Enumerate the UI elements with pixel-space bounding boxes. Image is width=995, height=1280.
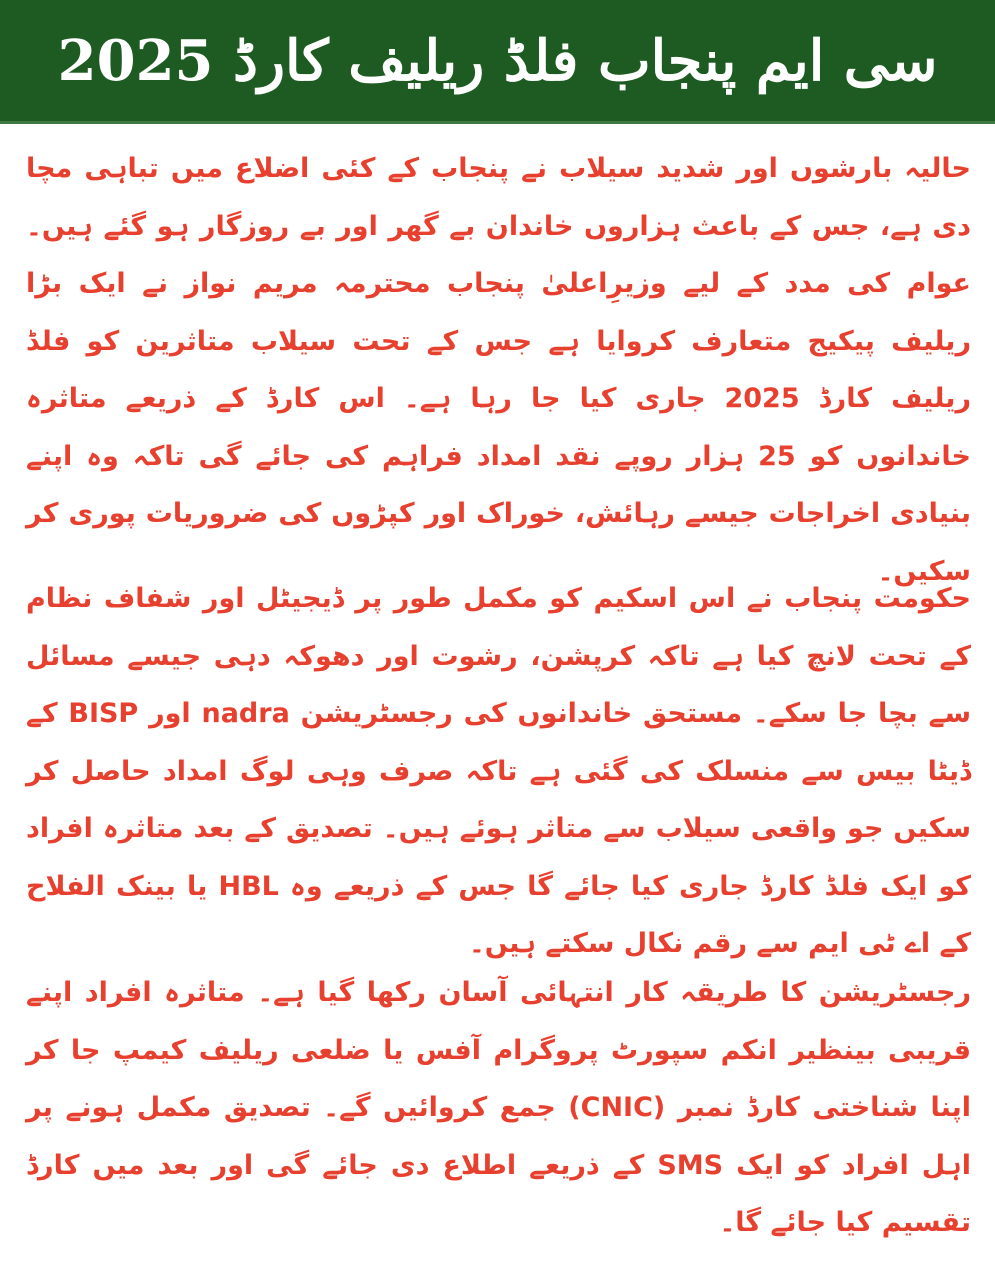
- article-paragraph-1: حالیہ بارشوں اور شدید سیلاب نے پنجاب کے کئی اضلاع میں تباہی مچا دی ہے، جس کے باعث ہزاروں خاندان بے گھر اور بے روزگار ہو گئے ہیں۔ عوام کی مدد کے لیے وزیرِاعلیٰ پنجاب محترمہ مریم نواز نے ایک بڑا ریلیف پیکیج متعارف کروایا ہے جس کے تحت سیلاب متاثرین کو فلڈ ریلیف کارڈ 2025 جاری کیا جا رہا ہے۔ اس کارڈ کے ذریعے متاثرہ خاندانوں کو 25 ہزار روپے نقد امداد فراہم کی جائے گی تاکہ وہ اپنے بنیادی اخراجات جیسے رہائش، خوراک اور کپڑوں کی ضروریات پوری کر سکیں۔: [26, 153, 971, 587]
- page-header-banner: [0, 0, 995, 124]
- article-paragraph-2: حکومت پنجاب نے اس اسکیم کو مکمل طور پر ڈیجیٹل اور شفاف نظام کے تحت لانچ کیا ہے تاکہ کرپشن، رشوت اور دھوکہ دہی جیسے مسائل سے بچا جا سکے۔ مستحق خاندانوں کی رجسٹریشن nadra اور BISP کے ڈیٹا بیس سے منسلک کی گئی ہے تاکہ صرف وہی لوگ امداد حاصل کر سکیں جو واقعی سیلاب سے متاثر ہوئے ہیں۔ تصدیق کے بعد متاثرہ افراد کو ایک فلڈ کارڈ جاری کیا جائے گا جس کے ذریعے وہ HBL یا بینک الفلاح کے اے ٹی ایم سے رقم نکال سکتے ہیں۔: [26, 583, 971, 959]
- article-paragraph-3: رجسٹریشن کا طریقہ کار انتہائی آسان رکھا گیا ہے۔ متاثرہ افراد اپنے قریبی بینظیر انکم سپورٹ پروگرام آفس یا ضلعی ریلیف کیمپ جا کر اپنا شناختی کارڈ نمبر (CNIC) جمع کروائیں گے۔ تصدیق مکمل ہونے پر اہل افراد کو ایک SMS کے ذریعے اطلاع دی جائے گی اور بعد میں کارڈ تقسیم کیا جائے گا۔: [26, 977, 971, 1238]
- page-title: سی ایم پنجاب فلڈ ریلیف کارڈ 2025: [57, 27, 938, 94]
